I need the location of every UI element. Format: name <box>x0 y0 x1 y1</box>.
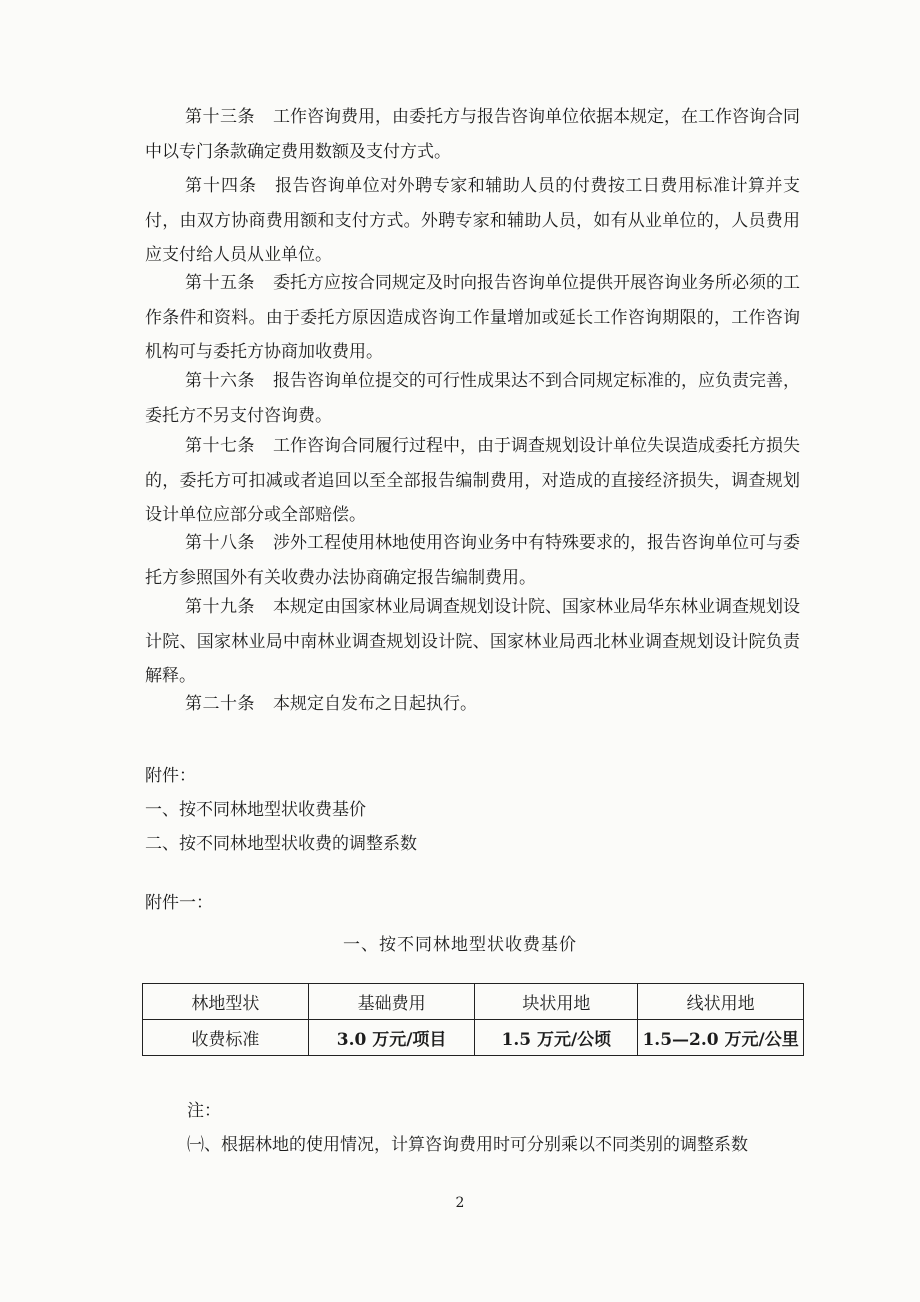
article-13 <box>145 100 800 169</box>
article-15 <box>145 266 800 370</box>
article-text: 工作咨询合同履行过程中，由于调查规划设计单位失误造成委托方损失的，委托方可扣减或者追回以至全部报告编制费用，对造成的直接经济损失，调查规划设计单位应部分或全部赔偿。 <box>145 436 800 525</box>
table-cell: 1.5—2.0 万元/公里 <box>638 1020 804 1056</box>
note-item-1: ㈠、根据林地的使用情况，计算咨询费用时可分别乘以不同类别的调整系数 <box>187 1135 748 1155</box>
table-cell: 1.5 万元/公顷 <box>475 1020 638 1056</box>
table-cell: 3.0 万元/项目 <box>308 1020 475 1056</box>
article-20 <box>145 687 800 722</box>
article-number: 第十六条 <box>185 371 255 391</box>
table-header-cell: 块状用地 <box>475 984 638 1020</box>
article-number: 第二十条 <box>185 694 255 714</box>
article-number: 第十七条 <box>185 436 255 456</box>
notes-heading: 注： <box>187 1101 221 1121</box>
article-number: 第十四条 <box>185 176 258 196</box>
table-cell: 收费标准 <box>143 1020 309 1056</box>
article-text: 委托方应按合同规定及时向报告咨询单位提供开展咨询业务所必须的工作条件和资料。由于委托方原因造成咨询工作量增加或延长工作咨询期限的，工作咨询机构可与委托方协商加收费用。 <box>145 273 800 362</box>
article-19 <box>145 590 800 694</box>
article-text: 本规定由国家林业局调查规划设计院、国家林业局华东林业调查规划设计院、国家林业局中南林业调查规划设计院、国家林业局西北林业调查规划设计院负责解释。 <box>145 597 800 686</box>
article-17 <box>145 429 800 533</box>
attachments-heading: 附件： <box>145 766 196 786</box>
article-number: 第十五条 <box>185 273 255 293</box>
table-header-cell: 基础费用 <box>308 984 475 1020</box>
table-header-row <box>143 984 804 1020</box>
table-header-cell: 林地型状 <box>143 984 309 1020</box>
article-text: 本规定自发布之日起执行。 <box>273 694 477 714</box>
page-number: 2 <box>455 1195 465 1211</box>
table-row <box>143 1020 804 1056</box>
article-text: 报告咨询单位提交的可行性成果达不到合同规定标准的，应负责完善，委托方不另支付咨询费。 <box>145 371 800 426</box>
attachment-item-2: 二、按不同林地型状收费的调整系数 <box>145 834 417 854</box>
article-text: 报告咨询单位对外聘专家和辅助人员的付费按工日费用标准计算并支付，由双方协商费用额和支付方式。外聘专家和辅助人员，如有从业单位的，人员费用应支付给人员从业单位。 <box>145 176 801 265</box>
table-title: 一、按不同林地型状收费基价 <box>343 935 577 955</box>
article-text: 工作咨询费用，由委托方与报告咨询单位依据本规定，在工作咨询合同中以专门条款确定费用数额及支付方式。 <box>145 107 800 162</box>
article-16 <box>145 364 800 433</box>
article-18 <box>145 526 800 595</box>
article-number: 第十八条 <box>185 533 255 553</box>
fee-table <box>142 983 804 1056</box>
article-14 <box>145 169 800 273</box>
annex-label: 附件一： <box>145 893 213 913</box>
attachment-item-1: 一、按不同林地型状收费基价 <box>145 800 366 820</box>
table-header-cell: 线状用地 <box>638 984 804 1020</box>
article-text: 涉外工程使用林地使用咨询业务中有特殊要求的，报告咨询单位可与委托方参照国外有关收费办法协商确定报告编制费用。 <box>145 533 800 588</box>
article-number: 第十九条 <box>185 597 255 617</box>
article-number: 第十三条 <box>185 107 255 127</box>
